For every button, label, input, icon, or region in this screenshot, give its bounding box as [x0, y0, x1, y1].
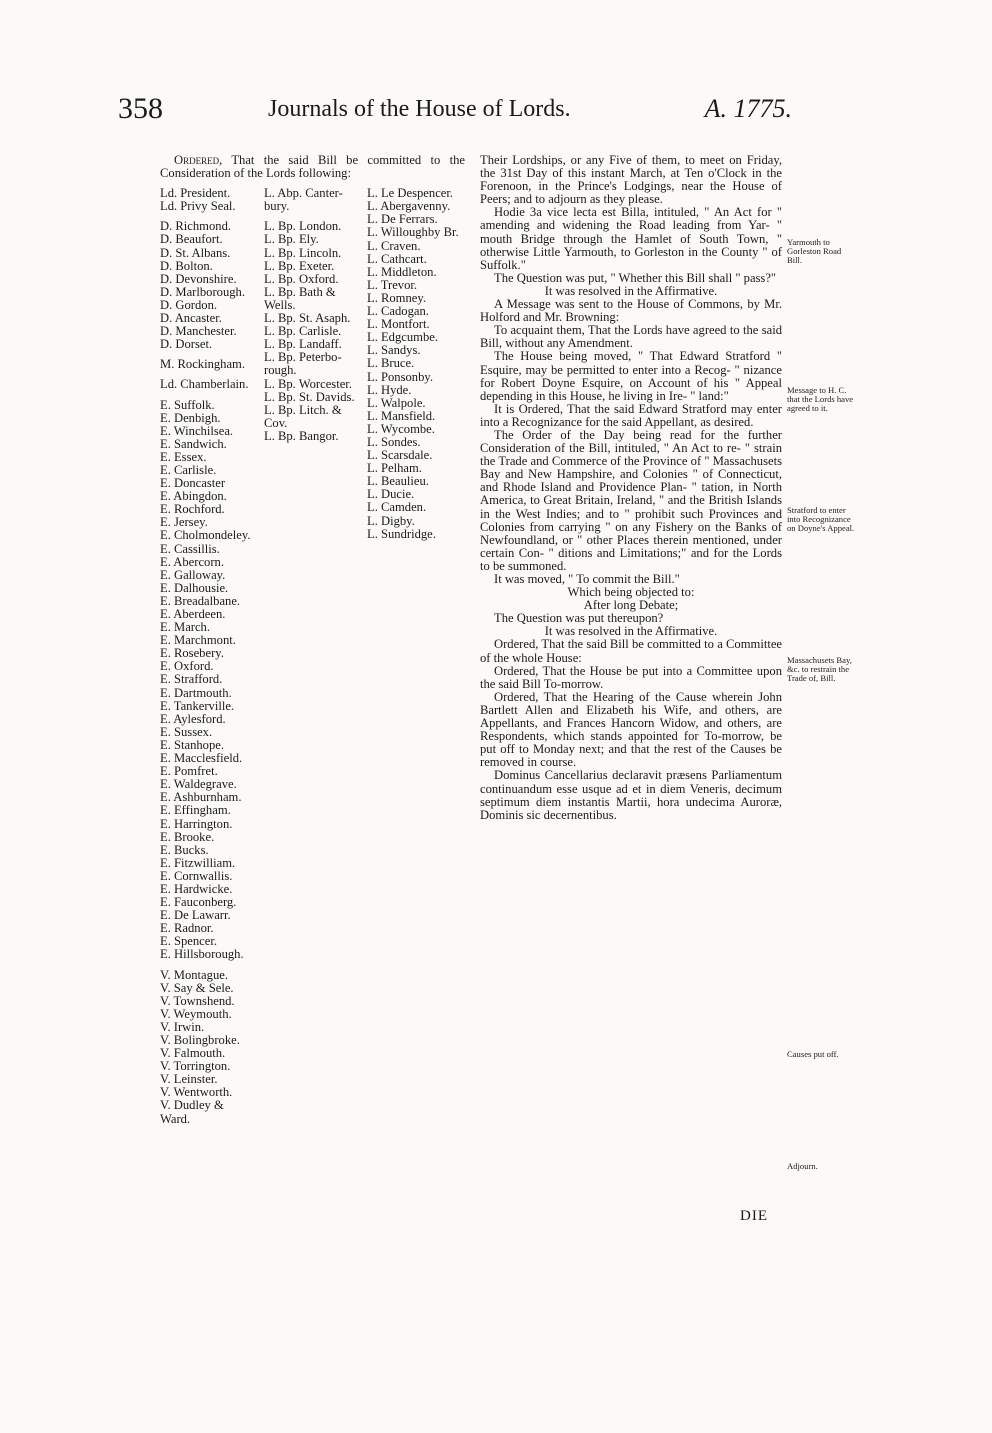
resolved-text-1: It was resolved in the Affirmative.	[544, 283, 718, 298]
lord-entry: E. Denbigh.	[160, 410, 221, 425]
lord-entry: V. Weymouth.	[160, 1006, 232, 1021]
lord-entry: L. Willoughby Br.	[367, 225, 459, 240]
lord-entry: E. Effingham.	[160, 803, 231, 818]
margin-note-message: Message to H. C. that the Lords have agreed to it.	[787, 385, 854, 414]
lord-entry: rough.	[264, 363, 297, 378]
running-title: Journals of the House of Lords.	[268, 96, 571, 122]
lord-entry: V. Bolingbroke.	[160, 1033, 240, 1047]
lord-entry: L. Sandys.	[367, 343, 421, 358]
lord-entry: L. Ducie.	[367, 487, 415, 502]
lord-entry: E. Marchmont.	[160, 633, 236, 648]
lord-entry: E. Doncaster	[160, 476, 226, 491]
lord-entry: L. Sundridge.	[367, 526, 436, 541]
committee-intro-text: That the said Bill be committed to the Consideration of the Lords following:	[160, 153, 465, 181]
lord-entry: E. Rochford.	[160, 502, 225, 517]
lord-entry: E. Abercorn.	[160, 554, 224, 569]
page-number: 358	[118, 92, 163, 125]
lord-entry: E. Aylesford.	[160, 711, 226, 726]
lord-entry: L. Walpole.	[367, 395, 426, 410]
lord-entry: E. Carlisle.	[160, 462, 217, 477]
lord-entry: V. Dudley &	[160, 1098, 224, 1113]
lord-entry: E. Waldegrave.	[160, 777, 237, 792]
lord-entry: E. Sussex.	[160, 724, 213, 739]
lord-entry: L. De Ferrars.	[367, 212, 438, 227]
lord-entry: E. Bucks.	[160, 842, 209, 857]
acquaint-text: To acquaint them, That the Lords have agreed to the said Bill, without any Amendment.	[480, 323, 782, 351]
margin-note-stratford: Stratford to enter into Recognizance on Doyne's Appeal.	[787, 505, 855, 534]
lord-entry: E. Stanhope.	[160, 737, 225, 752]
lord-entry: E. Macclesfield.	[160, 751, 243, 766]
lord-entry: L. Bruce.	[367, 356, 415, 371]
lord-entry: D. Beaufort.	[160, 232, 223, 247]
lord-entry: L. Pelham.	[367, 461, 422, 476]
lord-entry: L. Sondes.	[367, 434, 421, 449]
lord-entry: bury.	[264, 199, 290, 214]
lord-entry: D. Devonshire.	[160, 271, 237, 286]
lord-entry: E. Radnor.	[160, 921, 214, 936]
margin-note-causes: Causes put off.	[787, 1049, 839, 1059]
lord-entry: L. Bp. Oxford.	[264, 271, 339, 286]
lord-entry: L. Bp. Worcester.	[264, 376, 352, 391]
lord-entry: D. Gordon.	[160, 297, 218, 312]
question-pass-text: The Question was put, " Whether this Bill shall " pass?"	[494, 270, 777, 285]
lord-entry: L. Ponsonby.	[367, 369, 434, 384]
lord-entry: L. Camden.	[367, 500, 427, 515]
lord-entry: Wells.	[264, 297, 296, 312]
committee-intro	[160, 154, 465, 180]
lord-entry: V. Falmouth.	[160, 1046, 226, 1061]
committed-ordered-text: Ordered, That the said Bill be committed to a Committee of the whole House:	[480, 637, 782, 665]
margin-note-massachusets: Massachusets Bay, &c. to restrain the Trade of, Bill.	[787, 655, 852, 684]
lord-entry: Ward.	[160, 1111, 191, 1126]
lord-entry: D. Ancaster.	[160, 311, 222, 326]
hearing-ordered-text: Ordered, That the Hearing of the Cause wherein John Bartlett Allen and Elizabeth his Wife, and others, are Appellants, and Frances Hancorn Widow, and others, are Respondents, which stands appointed for To-morrow, be put off to Monday next; and that the rest of the Causes be removed in course.	[480, 689, 782, 770]
lord-entry: L. Le Despencer.	[367, 186, 454, 201]
lord-entry: E. Cholmondeley.	[160, 528, 251, 543]
lord-entry: E. Cornwallis.	[160, 868, 233, 883]
lord-entry: L. Bp. Carlisle.	[264, 324, 342, 339]
lord-entry: L. Digby.	[367, 513, 415, 528]
lord-entry: E. Suffolk.	[160, 397, 215, 412]
lord-entry: E. Winchilsea.	[160, 423, 234, 438]
lord-entry: D. Manchester.	[160, 324, 237, 339]
lords-column-2	[264, 187, 368, 443]
lord-entry: E. Hardwicke.	[160, 881, 233, 896]
lord-entry: L. Bp. Exeter.	[264, 258, 335, 273]
lord-entry: D. Dorset.	[160, 337, 213, 352]
lord-entry: E. Tankerville.	[160, 698, 235, 713]
lord-entry: Ld. President.	[160, 186, 231, 201]
lord-entry: L. Bp. Lincoln.	[264, 245, 342, 260]
lord-entry: L. Abp. Canter-	[264, 186, 343, 201]
lord-entry: D. St. Albans.	[160, 245, 231, 260]
lords-column-1	[160, 187, 264, 1125]
lord-entry: E. Galloway.	[160, 567, 226, 582]
objected-text: Which being objected to:	[567, 585, 695, 600]
lord-entry: L. Bp. Landaff.	[264, 337, 342, 352]
stratford-motion-text: The House being moved, " That Edward Stratford " Esquire, may be permitted to enter into a Recog- " nizance for Robert Doyne Esquire, on Account of his " Appeal depending in this House, he living in Ire- " land:"	[480, 349, 782, 403]
year-heading: A. 1775.	[704, 94, 792, 123]
lord-entry: L. Cadogan.	[367, 304, 429, 319]
message-text: A Message was sent to the House of Commons, by Mr. Holford and Mr. Browning:	[480, 297, 782, 325]
page-header	[118, 92, 792, 132]
lord-entry: D. Bolton.	[160, 258, 213, 273]
lords-column-3	[367, 187, 471, 541]
lord-entry: E. Oxford.	[160, 659, 214, 674]
lord-entry: E. Cassillis.	[160, 541, 220, 556]
lord-entry: E. Strafford.	[160, 672, 223, 687]
lord-entry: V. Irwin.	[160, 1019, 205, 1034]
lord-entry: E. March.	[160, 620, 211, 635]
lord-entry: E. Abingdon.	[160, 489, 227, 504]
lord-entry: L. Craven.	[367, 238, 421, 253]
debate-text: After long Debate;	[583, 598, 679, 613]
lord-entry: L. Abergavenny.	[367, 199, 451, 214]
lord-entry: L. Bp. Litch. &	[264, 402, 342, 417]
lord-entry: D. Marlborough.	[160, 284, 245, 299]
order-of-day-text: The Order of the Day being read for the further Consideration of the Bill, intituled, " An Act to re- " strain the Trade and Commerce of the Province of " Massachusets Bay and New Hampshire, and Colonies " of Connecticut, and Rhode Island and Providence Plan- " tation, in North America, to Great Britain, Ireland, " and the British Islands in the West Indies; and to " prohibit such Provinces and Colonies from carrying " on any Fishery on the Banks of Newfoundland, or " other Places therein mentioned, under certain Con- " ditions and Limitations;" and for the Lords to be summoned.	[480, 427, 782, 573]
lord-entry: V. Montague.	[160, 967, 228, 982]
lord-entry: E. Brooke.	[160, 829, 215, 844]
lord-entry: Ld. Chamberlain.	[160, 377, 249, 392]
lord-entry: E. Breadalbane.	[160, 593, 241, 608]
lord-entry: E. Jersey.	[160, 515, 208, 530]
stratford-ordered-text: It is Ordered, That the said Edward Stratford may enter into a Recognizance for the said Appellant, as desired.	[480, 401, 782, 429]
house-committee-text: Ordered, That the House be put into a Committee upon the said Bill To-morrow.	[480, 663, 782, 691]
committee-list-section	[160, 153, 465, 1126]
lord-entry: L. Bp. Bath &	[264, 284, 336, 299]
lord-entry: L. Bp. St. Asaph.	[264, 311, 351, 326]
margin-note-yarmouth: Yarmouth to Gorleston Road Bill.	[787, 237, 842, 266]
lord-entry: E. Fitzwilliam.	[160, 855, 236, 870]
lord-entry: L. Romney.	[367, 290, 426, 305]
lord-entry: V. Torrington.	[160, 1059, 231, 1074]
lord-entry: Ld. Privy Seal.	[160, 199, 236, 214]
lord-entry: E. Harrington.	[160, 816, 233, 831]
lord-entry: Cov.	[264, 415, 288, 430]
lord-entry: L. Edgcumbe.	[367, 330, 438, 345]
lord-entry: L. Wycombe.	[367, 421, 435, 436]
lord-entry: E. Rosebery.	[160, 646, 224, 661]
lord-entry: L. Montfort.	[367, 317, 430, 332]
lord-entry: L. Bp. Ely.	[264, 232, 319, 247]
lord-entry: E. Sandwich.	[160, 436, 227, 451]
lord-entry: L. Trevor.	[367, 277, 418, 292]
lord-entry: E. Aberdeen.	[160, 607, 226, 621]
ordered-word: Ordered,	[174, 153, 223, 167]
lord-entry: L. Bp. Bangor.	[264, 428, 339, 443]
lord-entry: L. Scarsdale.	[367, 448, 433, 463]
lord-entry: E. Ashburnham.	[160, 790, 242, 805]
lord-entry: E. Fauconberg.	[160, 895, 237, 910]
lord-entry: L. Bp. London.	[264, 219, 342, 234]
hodie-text: Hodie 3a vice lecta est Billa, intituled, " An Act for " amending and widening the Road leading from Yar- " mouth Bridge through the Hamlet of South Town, " otherwise Little Yarmouth, to Gorleston in the County " of Suffolk."	[480, 205, 782, 272]
lord-entry: L. Middleton.	[367, 264, 437, 279]
catchword: DIE	[740, 1208, 768, 1224]
lord-entry: E. Dartmouth.	[160, 685, 232, 700]
committee-meeting-text: Their Lordships, or any Five of them, to meet on Friday, the 31st Day of this instant March, at Ten o'Clock in the Forenoon, in the Prince's Lodgings, near the House of Peers; and to adjourn as they please.	[480, 153, 782, 207]
lord-entry: D. Richmond.	[160, 219, 232, 234]
proceedings-column	[480, 154, 782, 822]
resolved-text-2: It was resolved in the Affirmative.	[544, 624, 718, 639]
lord-entry: L. Cathcart.	[367, 251, 427, 266]
lord-entry: V. Say & Sele.	[160, 980, 234, 995]
lord-entry: L. Bp. Peterbo-	[264, 350, 342, 365]
lord-entry: E. Dalhousie.	[160, 580, 229, 595]
lord-entry: E. Hillsborough.	[160, 947, 244, 962]
moved-text: It was moved, " To commit the Bill."	[494, 572, 680, 586]
lord-entry: L. Hyde.	[367, 382, 412, 397]
lord-entry: V. Leinster.	[160, 1072, 218, 1087]
lord-entry: E. Essex.	[160, 449, 207, 464]
lord-entry: E. Pomfret.	[160, 764, 218, 779]
lord-entry: L. Mansfield.	[367, 408, 436, 423]
dominus-text: Dominus Cancellarius declaravit præsens Parliamentum continuandum esse usque ad et in diem Veneris, decimum septimum diem instantis Martii, hora undecima Auroræ, Dominis sic decernentibus.	[480, 768, 782, 822]
lord-entry: M. Rockingham.	[160, 357, 246, 372]
question-thereupon-text: The Question was put thereupon?	[494, 611, 664, 626]
lord-entry: E. Spencer.	[160, 934, 218, 949]
lord-entry: V. Wentworth.	[160, 1085, 233, 1100]
lord-entry: V. Townshend.	[160, 993, 235, 1008]
lord-entry: L. Beaulieu.	[367, 474, 429, 489]
lord-entry: L. Bp. St. Davids.	[264, 389, 355, 404]
margin-note-adjourn: Adjourn.	[787, 1161, 818, 1171]
lord-entry: E. De Lawarr.	[160, 908, 231, 923]
